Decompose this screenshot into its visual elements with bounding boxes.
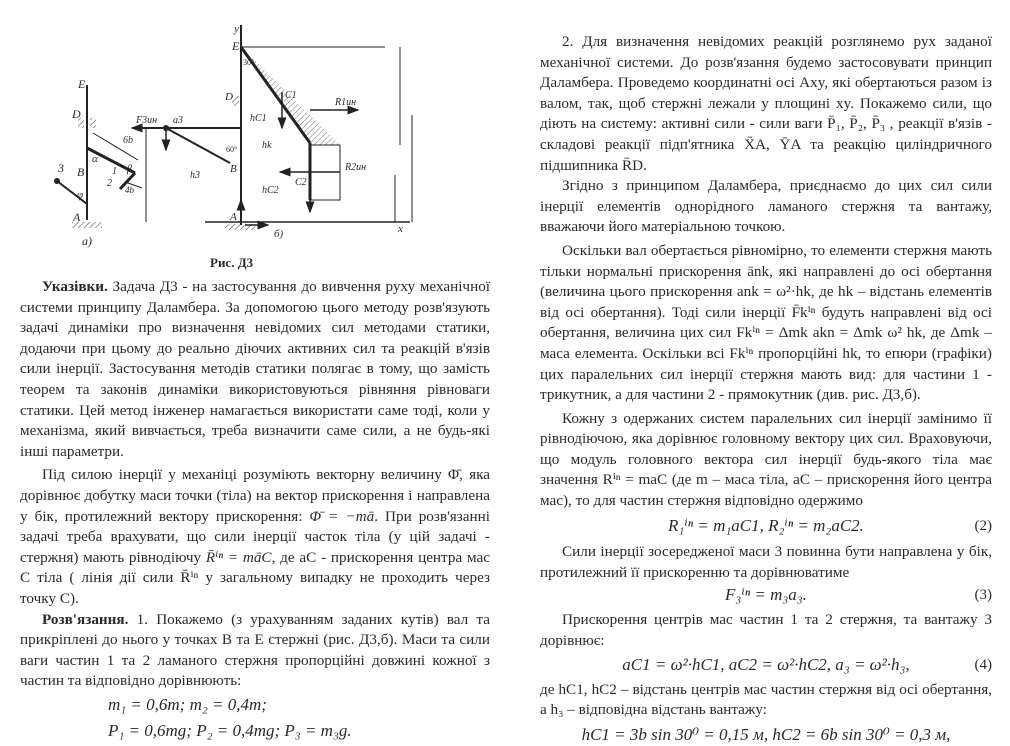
right-page <box>505 0 1010 744</box>
rod-3-diag <box>166 128 230 163</box>
label-e-b: E <box>232 39 240 53</box>
inertia-paragraph-3: , де aC - прискорення центра мас C тіла ( лінія дії сили R̄ⁱⁿ у загальному випадку не проходить через точку C). <box>20 548 490 607</box>
equation-5: hC1 = 3b sin 30⁰ = 0,15 м, hC2 = 6b sin 30⁰ = 0,3 м, <box>581 725 951 744</box>
equation-masses: m₁ = 0,6m; m₂ = 0,4m; <box>108 694 267 714</box>
label-a3: a3 <box>173 115 183 126</box>
angle-phi: φ <box>77 189 84 201</box>
solution-title: Розв'язання. <box>42 610 129 628</box>
hints-body: Задача Д3 - на застосування до вивчення руху механічної системи принципу Даламбера. За допомогою цього методу розв'язують задачі динаміки про визначення невідомих сил методами статики, додаючи при цьому до реально діючих активних сил та реакцій в'язів сили інерції. Застосування методів статики полягає в тому, що замість теорем та законів динаміки використовуються рівняння рівноваги статики. Цей метод інженер намагається використати саме тоді, коли у механізма, який вивчається, треба визначити саме сили, а не будь-які інші параметри. <box>20 278 491 460</box>
label-a-b: A <box>230 211 237 223</box>
label-4b: 4b <box>125 185 134 195</box>
angle-30: 30° <box>243 58 255 67</box>
label-c1: C1 <box>285 90 297 101</box>
label-hk: hk <box>262 140 272 151</box>
equation-4-text: aC1 = ω²·hC1, aC2 = ω²·hC2, a₃ = ω²·h₃, <box>622 655 910 675</box>
paragraph-normal-accel: Оскільки вал обертається рівномірно, то елементи стержня мають тільки нормальні прискорення ānk, які направлені до осі обертання (величина цього прискорення ank = ω²·hk, де hk – відстань елементів від осі обертання). Тоді сили інерції F̄kⁱⁿ будуть направлені від осі обертання, величина цих сил Fkⁱⁿ = Δmk akn = Δmk ω² hk, де Δmk – маса елемента. Оскільки всі Fkⁱⁿ пропорційні hk, то епюри (графіки) цих паралельних сил інерції стержня мають вид: для частини 1 - трикутник, а для частини 2 - прямокутник (див. рис. Д3,б). <box>540 241 992 404</box>
label-r1: R1ин <box>335 97 357 108</box>
resultant-equation: R̄ⁱⁿ = māC <box>205 548 272 566</box>
right-text <box>540 32 992 746</box>
label-b-b: B <box>230 163 237 175</box>
label-r2: R2ин <box>345 162 367 173</box>
mass-3 <box>54 178 60 184</box>
equation-4 <box>540 655 992 676</box>
equation-2-number: (2) <box>974 517 992 534</box>
equation-2 <box>540 516 992 537</box>
paragraph-dalembert: Згідно з принципом Даламбера, приєднаємо до цих сил сили інерції елементів однорідного ламаного стержня та вантажу, вважаючи його матеріальною точкою. <box>540 177 992 236</box>
panel-b-diagram <box>132 23 412 240</box>
equation-2-text: R₁ⁱⁿ = m₁aC1, R₂ⁱⁿ = m₂aC2. <box>668 515 864 535</box>
rod-label-1: 1 <box>112 166 117 177</box>
hints-section <box>20 277 490 742</box>
panel-a-diagram <box>54 77 142 248</box>
inertia-paragraph-1: Під силою інерції у механіці розуміють векторну величину Φ̄, яка дорівнює добутку маси точки (тіла) на вектор прискорення і направлена у бік, протилежний вектору прискорення: <box>20 466 490 525</box>
paragraph-accelerations: Прискорення центрів мас частин 1 та 2 стержня, та вантажу 3 дорівнює: <box>540 611 992 649</box>
equation-4-number: (4) <box>974 657 992 674</box>
panel-b-label: б) <box>274 228 284 240</box>
bearing-d-hatch-right <box>90 118 96 128</box>
angle-60: 60° <box>226 145 238 154</box>
label-hc2: hC2 <box>262 185 279 196</box>
label-c2: C2 <box>295 177 307 188</box>
equation-3-text: F₃ⁱⁿ = m₃a₃. <box>725 585 807 605</box>
label-e-a: E <box>78 77 86 91</box>
angle-alpha: α <box>92 153 98 165</box>
figure-d3 <box>40 0 500 270</box>
label-3-a: 3 <box>58 161 64 175</box>
paragraph-mass-3: Сили інерції зосередженої маси 3 повинна бути направлена у бік, протилежний її прискоренню та дорівнюватиме <box>540 543 992 581</box>
figure-caption: Рис. Д3 <box>210 255 254 270</box>
equation-3-number: (3) <box>974 587 992 604</box>
axis-y-label: y <box>234 23 239 35</box>
inertia-equation: Φ̄ = −mā <box>309 507 375 525</box>
paragraph-reactions: 2. Для визначення невідомих реакцій розглянемо рух заданої механічної системи. До розв'язання будемо застосовувати принцип Даламбера. Проведемо координатні осі Axy, які обертаються разом із валом, так, щоб стержні лежали у площині xy. Покажемо сили, що діють на систему: активні сили - сили ваги P̄₁, P̄₂, P̄₃ , реакції в'язів - складові реакції підп'ятника X̄A, ȲA та реакцію циліндричного підшипника R̄D. <box>540 33 992 174</box>
label-6b: 6b <box>123 135 133 146</box>
hints-title: Указівки. <box>42 278 108 295</box>
label-b-a: B <box>77 165 85 179</box>
left-page <box>0 0 505 741</box>
equation-weights: P₁ = 0,6mg; P₂ = 0,4mg; P₃ = m₃g. <box>108 721 352 741</box>
panel-a-label: a) <box>82 234 92 248</box>
label-h3: h3 <box>190 170 200 181</box>
rod-label-2: 2 <box>107 178 112 189</box>
label-d-a: D <box>72 107 81 121</box>
label-d-b: D <box>225 91 233 103</box>
axis-x-label: x <box>398 223 403 235</box>
label-f3: F3ин <box>136 115 158 126</box>
label-a-a: A <box>73 210 81 224</box>
paragraph-resultant: Кожну з одержаних систем паралельних сил інерції замінимо її рівнодіючою, яка дорівнює головному вектору цих сил. Враховуючи, що модуль головного вектора сил інерції будь-якого тіла має значення Rⁱⁿ = maC (де m – маса тіла, aC – прискорення його центра мас), то для частин стержня відповідно одержимо <box>540 409 992 510</box>
angle-beta: β <box>127 164 132 175</box>
bearing-d-b <box>232 96 239 106</box>
inertia-paragraph-2: . При розв'язанні задачі треба врахувати, що сили інерції часток тіла (у цій задачі - стержня) мають рівнодіючу <box>20 507 491 566</box>
label-hc1: hC1 <box>250 113 267 124</box>
equation-3 <box>540 585 992 606</box>
paragraph-distances: де hC1, hC2 – відстань центрів мас частин стержня від осі обертання, а h₃ – відповідна відстань вантажу: <box>540 680 992 719</box>
solution-body: 1. Покажемо (з урахуванням заданих кутів) вал та прикріплені до нього у точках B та E стержні (рис. Д3,б). Маси та сили ваги частин 1 та 2 ламаного стержня пропорційні довжині кожної з частин та відповідно дорівнюють: <box>20 610 490 690</box>
